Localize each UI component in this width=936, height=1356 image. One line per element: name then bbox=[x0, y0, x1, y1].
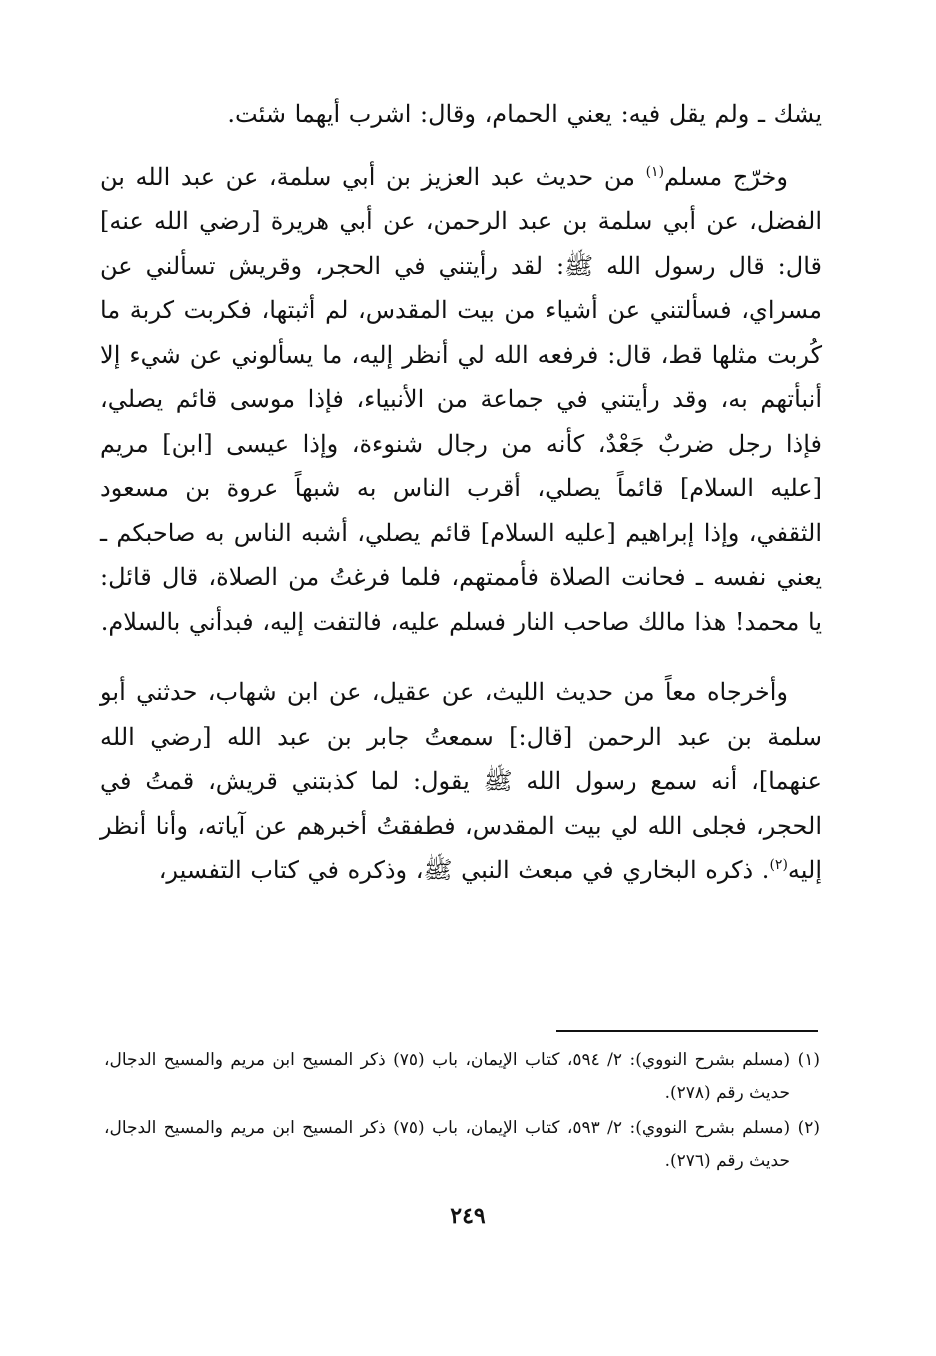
footnote-1: (١) (مسلم بشرح النووي): ٢/ ٥٩٤، كتاب الإيمان، باب (٧٥) ذكر المسيح ابن مريم والمسيح الدجال، حديث رقم (٢٧٨). bbox=[104, 1050, 820, 1103]
paragraph-text: . ذكره البخاري في مبعث النبي ﷺ، وذكره في كتاب التفسير، bbox=[158, 856, 770, 884]
footnote-2: (٢) (مسلم بشرح النووي): ٢/ ٥٩٣، كتاب الإيمان، باب (٧٥) ذكر المسيح ابن مريم والمسيح الدجال، حديث رقم (٢٧٦). bbox=[104, 1118, 820, 1171]
footnotes bbox=[104, 1044, 820, 1180]
paragraph-text: يشك ـ ولم يقل فيه: يعني الحمام، وقال: اشرب أيهما شئت. bbox=[227, 100, 822, 128]
footnote-ref-1[interactable]: (١) bbox=[645, 163, 665, 180]
page-number: ٢٤٩ bbox=[450, 1203, 486, 1229]
paragraph-muslim-hadith bbox=[100, 155, 822, 645]
paragraph-text: من حديث عبد العزيز بن أبي سلمة، عن عبد الله بن الفضل، عن أبي سلمة بن عبد الرحمن، عن أبي هريرة [رضي الله عنه] قال: قال رسول الله ﷺ: لقد رأيتني في الحجر، وقريش تسألني عن مسراي، فسألتني عن أشياء من بيت المقدس، لم أثبتها، فكربت كربة ما كُربت مثلها قط، قال: فرفعه الله لي أنظر إليه، ما يسألوني عن شيء إلا أنبأتهم به، وقد رأيتني في جماعة من الأنبياء، فإذا موسى قائم يصلي، فإذا رجل ضربٌ جَعْدٌ، كأنه من رجال شنوءة، وإذا عيسى [ابن] مريم [عليه السلام] قائماً يصلي، أقرب الناس به شبهاً عروة بن مسعود الثقفي، وإذا إبراهيم [عليه السلام] قائم يصلي، أشبه الناس به صاحبكم ـ يعني نفسه ـ فحانت الصلاة فأممتهم، فلما فرغتُ من الصلاة، قال قائل: يا محمد! هذا مالك صاحب النار فسلم عليه، فالتفت إليه، فبدأني بالسلام. bbox=[100, 162, 822, 636]
footnote-ref-2[interactable]: (٢) bbox=[769, 857, 788, 873]
paragraph-continuation bbox=[100, 92, 822, 137]
footnote-separator bbox=[556, 1030, 818, 1032]
paragraph-text: وأخرجاه معاً من حديث الليث، عن عقيل، عن ابن شهاب، حدثني أبو سلمة بن عبد الرحمن [قال:] سمعتُ جابر بن عبد الله [رضي الله عنهما]، أنه سمع رسول الله ﷺ يقول: لما كذبتني قريش، قمتُ في الحجر، فجلى الله لي بيت المقدس، فطفقتُ أخبرهم عن آياته، وأنا أنظر إليه bbox=[100, 678, 822, 884]
paragraph-jabir-hadith bbox=[100, 670, 822, 893]
paragraph-lead: وخرّج مسلم bbox=[664, 162, 788, 191]
